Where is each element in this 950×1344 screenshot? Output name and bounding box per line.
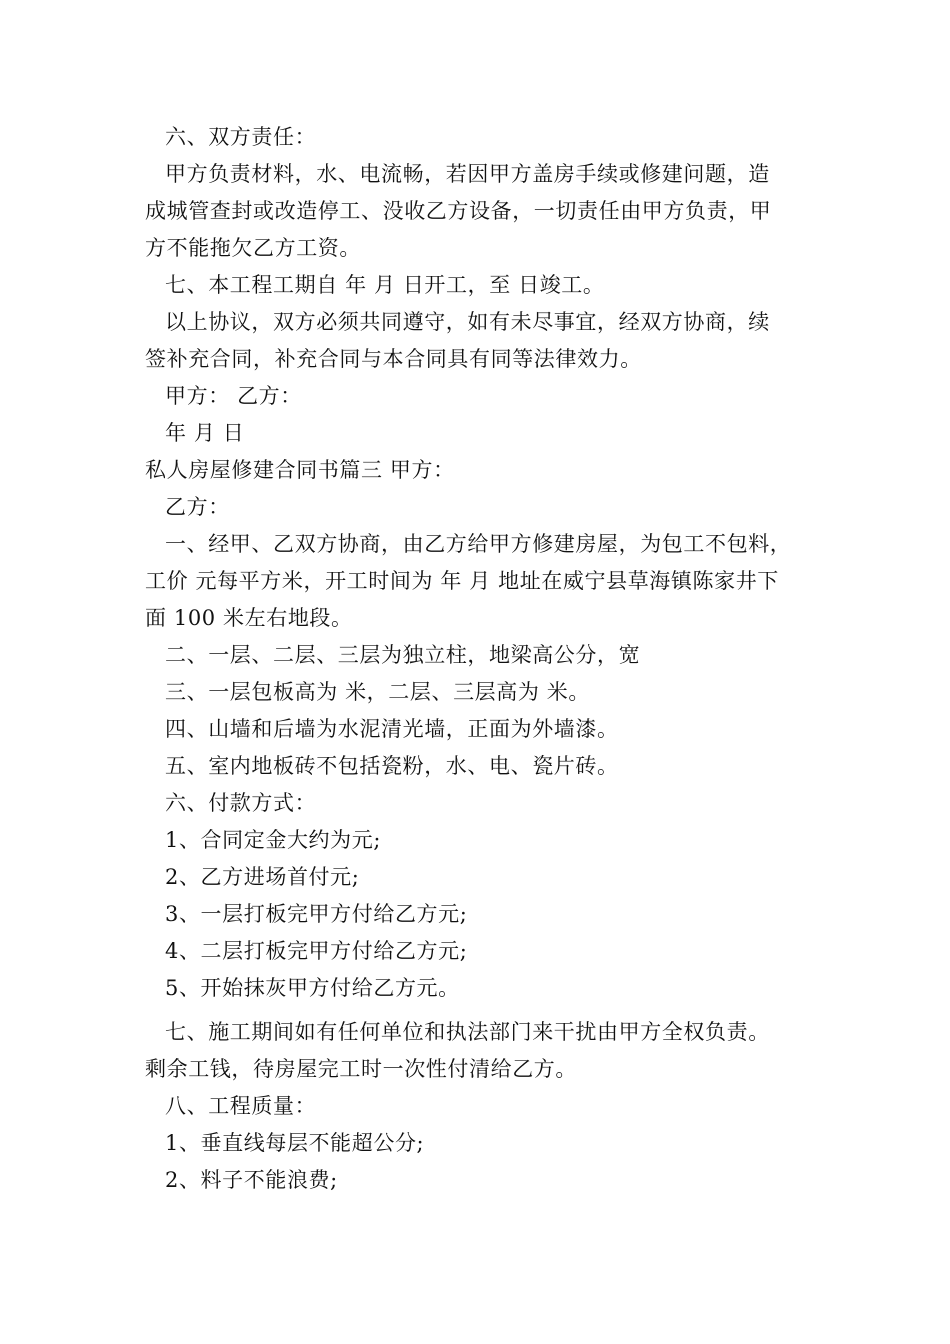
paragraph-line: 面 100 米左右地段。 bbox=[145, 606, 353, 630]
list-item: 1、合同定金大约为元; bbox=[165, 828, 382, 852]
paragraph-line: 二、一层、二层、三层为独立柱，地梁高公分，宽 bbox=[165, 643, 641, 667]
list-item: 5、开始抹灰甲方付给乙方元。 bbox=[165, 976, 460, 1000]
paragraph-line: 甲方负责材料，水、电流畅，若因甲方盖房手续或修建问题，造 bbox=[165, 162, 770, 186]
date-line: 年 月 日 bbox=[165, 421, 245, 445]
paragraph-line: 七、本工程工期自 年 月 日开工，至 日竣工。 bbox=[165, 273, 605, 297]
list-item: 3、一层打板完甲方付给乙方元; bbox=[165, 902, 468, 926]
list-item: 4、二层打板完甲方付给乙方元; bbox=[165, 939, 468, 963]
paragraph-line: 三、一层包板高为 米，二层、三层高为 米。 bbox=[165, 680, 590, 704]
paragraph-line: 四、山墙和后墙为水泥清光墙，正面为外墙漆。 bbox=[165, 717, 619, 741]
paragraph-line: 五、室内地板砖不包括瓷粉，水、电、瓷片砖。 bbox=[165, 754, 619, 778]
signature-line: 甲方： 乙方： bbox=[165, 384, 302, 408]
list-item: 2、料子不能浪费; bbox=[165, 1168, 338, 1192]
paragraph-line: 工价 元每平方米，开工时间为 年 月 地址在威宁县草海镇陈家井下 bbox=[145, 569, 779, 593]
paragraph-line: 剩余工钱，待房屋完工时一次性付清给乙方。 bbox=[145, 1057, 577, 1081]
paragraph-line: 七、施工期间如有任何单位和执法部门来干扰由甲方全权负责。 bbox=[165, 1020, 770, 1044]
paragraph-line: 成城管查封或改造停工、没收乙方设备，一切责任由甲方负责，甲 bbox=[145, 199, 772, 223]
paragraph-line: 以上协议，双方必须共同遵守，如有未尽事宜，经双方协商，续 bbox=[165, 310, 770, 334]
section-title: 私人房屋修建合同书篇三 甲方： bbox=[145, 458, 455, 482]
paragraph-line: 签补充合同，补充合同与本合同具有同等法律效力。 bbox=[145, 347, 642, 371]
paragraph-line: 方不能拖欠乙方工资。 bbox=[145, 236, 361, 260]
list-item: 2、乙方进场首付元; bbox=[165, 865, 360, 889]
party-line: 乙方： bbox=[165, 495, 230, 519]
section-heading: 八、工程质量： bbox=[165, 1094, 317, 1118]
paragraph-line: 一、经甲、乙双方协商，由乙方给甲方修建房屋，为包工不包料， bbox=[165, 532, 792, 556]
list-item: 1、垂直线每层不能超公分; bbox=[165, 1131, 425, 1155]
section-heading: 六、付款方式： bbox=[165, 791, 317, 815]
section-heading: 六、双方责任： bbox=[165, 125, 317, 149]
